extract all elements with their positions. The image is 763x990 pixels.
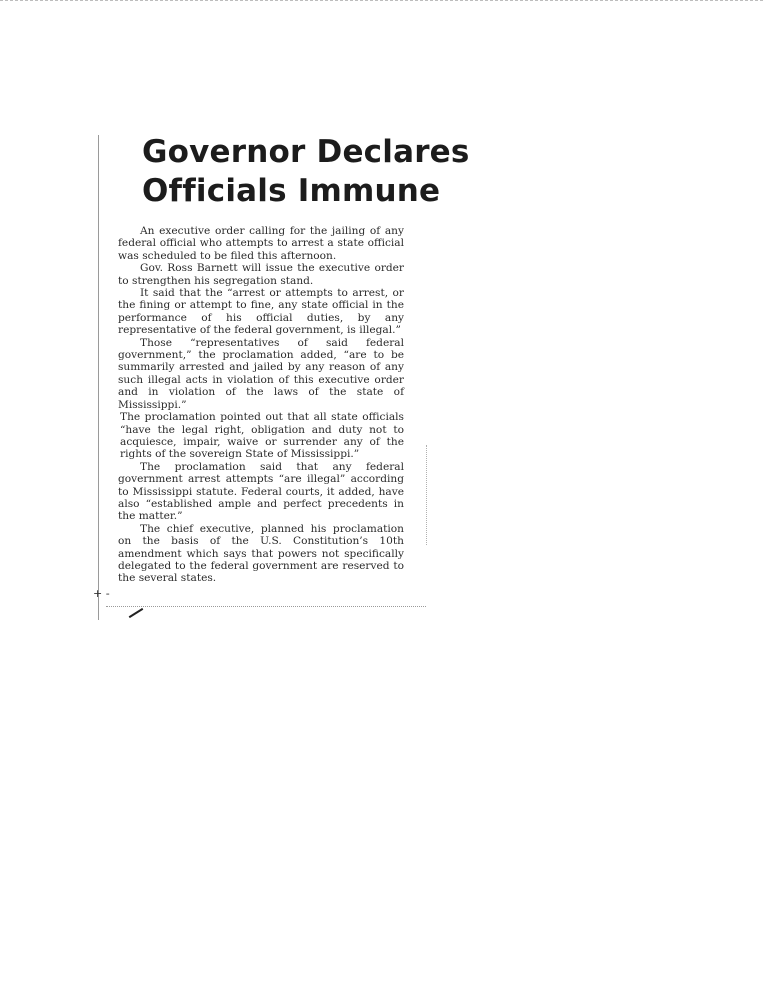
article-paragraph: The proclamation said that any federal government arrest attempts “are illegal” according to Mississippi statute. Federal courts, it added, have also “established ample and perfect precedents in the matter.” xyxy=(118,460,404,523)
clipping-bottom-rule xyxy=(106,606,426,607)
headline xyxy=(132,133,470,211)
article-paragraph: Gov. Ross Barnett will issue the executive order to strengthen his segregation stand. xyxy=(118,262,404,287)
article-paragraph: It said that the “arrest or attempts to arrest, or the fining or attempt to fine, any state official in the performance of his official duties, by any representative of the federal government, is illegal.” xyxy=(118,287,404,337)
scan-top-edge xyxy=(0,0,763,1)
headline-line-2: Officials Immune xyxy=(142,173,441,209)
margin-tick-mark: + - xyxy=(93,587,110,600)
article-paragraph: The chief executive, planned his proclamation on the basis of the U.S. Constitution’s 10th amendment which says that powers not specifically delegated to the federal government are reserved to the several states. xyxy=(118,522,404,585)
headline-line-1: Governor Declares xyxy=(142,134,470,170)
article-paragraph: The proclamation pointed out that all state officials “have the legal right, obligation and duty not to acquiesce, impair, waive or surrender any of the rights of the sovereign State of Mississippi.” xyxy=(120,411,404,461)
article-body xyxy=(118,225,404,585)
clipping-left-rule xyxy=(98,135,99,620)
clipping-right-rule xyxy=(426,445,427,545)
article-paragraph: An executive order calling for the jailing of any federal official who attempts to arrest a state official was scheduled to be filed this afternoon. xyxy=(118,225,404,262)
article-paragraph: Those “representatives of said federal government,” the proclamation added, “are to be summarily arrested and jailed by any reason of any such illegal acts in violation of this executive order and in violation of the laws of the state of Mississippi.” xyxy=(118,336,404,411)
